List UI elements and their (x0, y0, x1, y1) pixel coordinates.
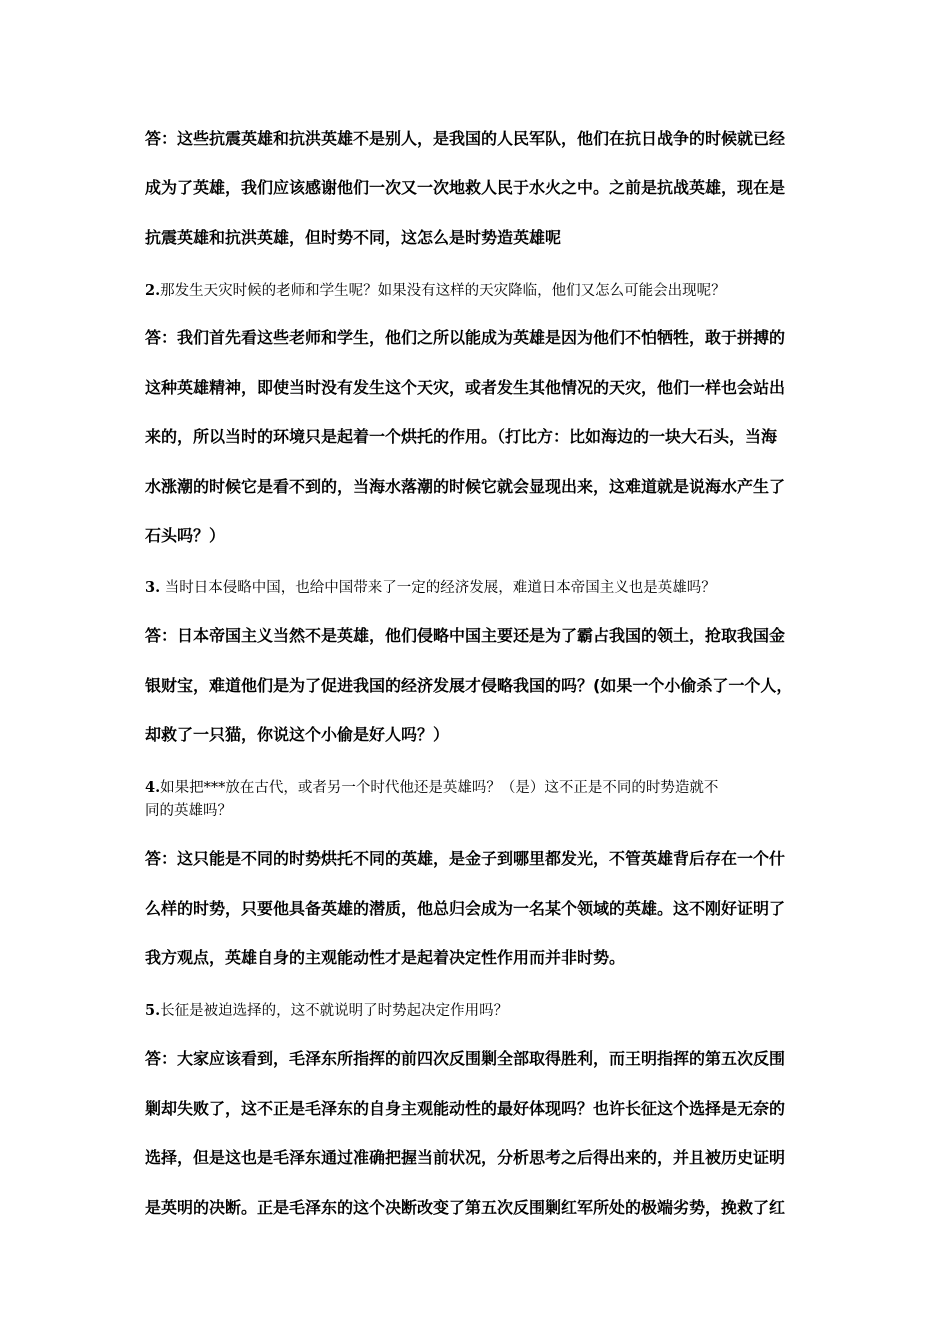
answer-2-line-1: 答：我们首先看这些老师和学生，他们之所以能成为英雄是因为他们不怕牺牲，敢于拼搏的 (145, 328, 786, 347)
question-2 (145, 281, 825, 301)
answer-2-line-4: 水涨潮的时候它是看不到的，当海水落潮的时候它就会显现出来，这难道就是说海水产生了 (145, 477, 786, 496)
answer-3-line-3: 却救了一只猫，你说这个小偷是好人吗？） (145, 725, 450, 744)
question-number: 5. (145, 1002, 161, 1019)
question-5 (145, 1001, 825, 1021)
question-3 (145, 578, 825, 598)
answer-3-line-2: 银财宝，难道他们是为了促进我国的经济发展才侵略我国的吗？(如果一个小偷杀了一个人， (145, 676, 793, 695)
answer-5-line-1: 答：大家应该看到，毛泽东所指挥的前四次反围剿全部取得胜利，而王明指挥的第五次反围 (145, 1049, 786, 1068)
answer-4-line-2: 么样的时势，只要他具备英雄的潜质，他总归会成为一名某个领域的英雄。这不刚好证明了 (145, 899, 786, 918)
answer-1-line-2: 成为了英雄，我们应该感谢他们一次又一次地救人民于水火之中。之前是抗战英雄，现在是 (145, 178, 786, 197)
answer-2-line-5: 石头吗？） (145, 526, 226, 545)
question-4-line-2: 同的英雄吗？ (145, 803, 232, 819)
question-number: 3. (145, 579, 161, 596)
answer-2-line-3: 来的，所以当时的环境只是起着一个烘托的作用。（打比方：比如海边的一块大石头，当海 (145, 427, 778, 446)
question-text: 当时日本侵略中国，也给中国带来了一定的经济发展，难道日本帝国主义也是英雄吗？ (160, 580, 716, 596)
answer-4-line-1: 答：这只能是不同的时势烘托不同的英雄，是金子到哪里都发光，不管英雄背后存在一个什 (145, 849, 786, 868)
question-text: 长征是被迫选择的，这不就说明了时势起决定作用吗？ (160, 1003, 509, 1019)
answer-2-line-2: 这种英雄精神，即使当时没有发生这个天灾，或者发生其他情况的天灾，他们一样也会站出 (145, 378, 786, 397)
answer-4-line-3: 我方观点，英雄自身的主观能动性才是起着决定性作用而并非时势。 (145, 948, 626, 967)
question-text: 如果把***放在古代，或者另一个时代他还是英雄吗？（是）这不正是不同的时势造就不 (160, 780, 719, 796)
answer-1-line-1: 答：这些抗震英雄和抗洪英雄不是别人，是我国的人民军队，他们在抗日战争的时候就已经 (145, 129, 786, 148)
answer-5-line-4: 是英明的决断。正是毛泽东的这个决断改变了第五次反围剿红军所处的极端劣势，挽救了红 (145, 1198, 786, 1217)
answer-5-line-2: 剿却失败了，这不正是毛泽东的自身主观能动性的最好体现吗？也许长征这个选择是无奈的 (145, 1099, 786, 1118)
answer-3-line-1: 答：日本帝国主义当然不是英雄，他们侵略中国主要还是为了霸占我国的领土，抢取我国金 (145, 626, 786, 645)
question-number: 4. (145, 779, 161, 796)
question-number: 2. (145, 282, 161, 299)
answer-5-line-3: 选择，但是这也是毛泽东通过准确把握当前状况，分析思考之后得出来的，并且被历史证明 (145, 1148, 786, 1167)
question-text: 那发生天灾时候的老师和学生呢？如果没有这样的天灾降临，他们又怎么可能会出现呢？ (160, 283, 726, 299)
answer-1-line-3: 抗震英雄和抗洪英雄，但时势不同，这怎么是时势造英雄呢 (145, 228, 562, 247)
question-4-line-1 (145, 778, 825, 798)
